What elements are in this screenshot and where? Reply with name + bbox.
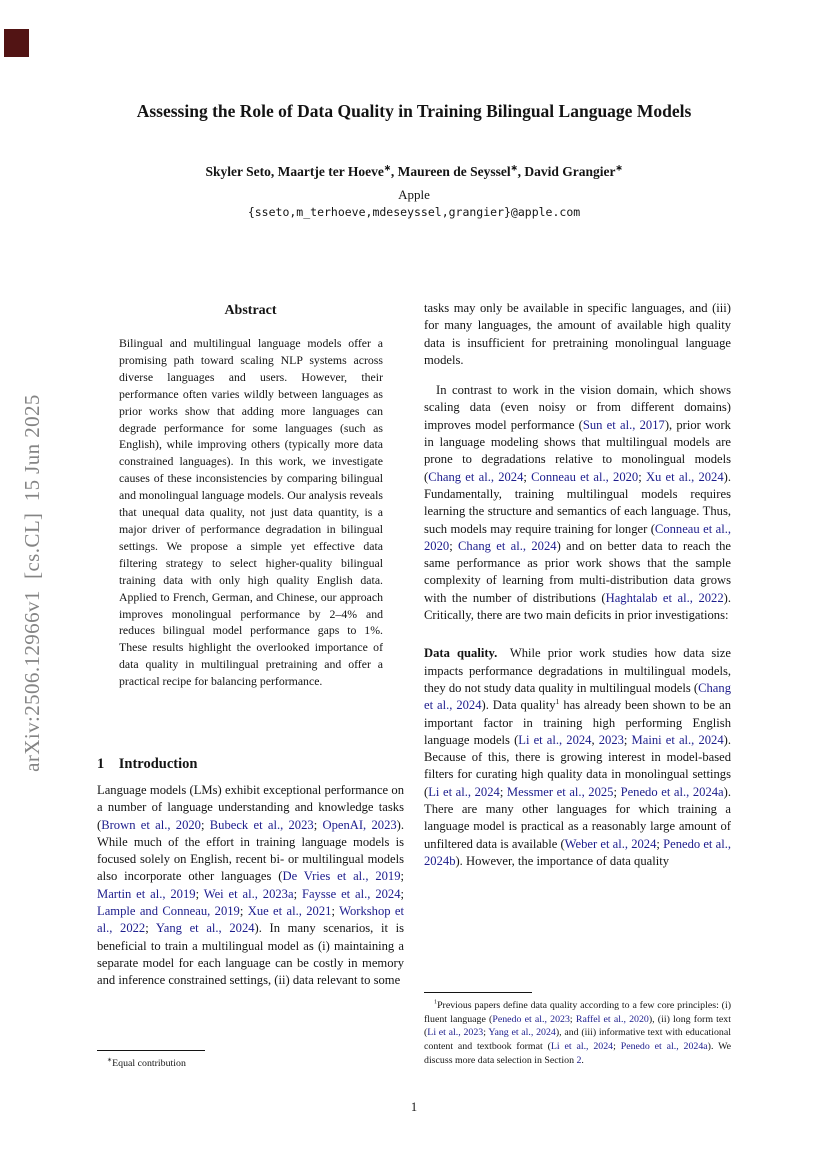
citation-link[interactable]: Lample and Conneau, 2019: [97, 904, 240, 919]
text-segment: ;: [449, 538, 459, 553]
superscript-marker: ∗: [383, 163, 391, 173]
text-segment: ). Data quality: [481, 698, 556, 713]
citation-link[interactable]: Yang et al., 2024: [488, 1027, 556, 1039]
text-segment: ). In many scenarios, it is beneficial to train a multilingual model as (i) maintaining a separate model for each language can be costly in memory and inference constrained settings, (ii) data relevant to some: [97, 921, 404, 988]
text-segment: ;: [623, 732, 632, 747]
inline-run-in-heading: Data quality.: [424, 646, 498, 661]
affiliation: Apple: [398, 187, 430, 202]
citation-link[interactable]: Faysse et al., 2024: [301, 886, 401, 901]
text-segment: , David Grangier: [517, 164, 616, 179]
superscript-marker: ∗: [615, 163, 623, 173]
citation-link[interactable]: Chang et al., 2024: [424, 680, 731, 713]
citation-link[interactable]: Li et al., 2023: [427, 1027, 484, 1039]
text-segment: ). While much of the effort in training language models is focused solely on English, recent bi- or multilingual models also incorporate other languages (: [97, 817, 405, 884]
text-segment: ;: [313, 817, 323, 832]
superscript-marker: 1: [434, 999, 438, 1006]
text-segment: ), prior work in language modeling shows that multilingual models are prone to degradations relative to monolingual models (: [424, 417, 731, 484]
citation-link[interactable]: Workshop et al., 2022: [97, 904, 405, 936]
citation-link[interactable]: Weber et al., 2024: [564, 836, 657, 851]
text-segment: ), and (iii) informative text with educational content and textbook format (: [424, 1027, 731, 1053]
citation-link[interactable]: Raffel et al., 2020: [575, 1013, 649, 1025]
citation-link[interactable]: Wei et al., 2023a: [203, 886, 294, 901]
citation-link[interactable]: Brown et al., 2020: [101, 817, 201, 832]
text-segment: In contrast to work in the vision domain, which shows scaling data (even noisy or from different domains) improves model performance (: [424, 383, 731, 432]
paper-title: Assessing the Role of Data Quality in Training Bilingual Language Models: [136, 101, 692, 121]
citation-link[interactable]: Sun et al., 2017: [582, 417, 665, 432]
superscript-marker: 1: [555, 697, 560, 707]
citation-link[interactable]: Yang et al., 2024: [155, 921, 255, 936]
citation-link[interactable]: Penedo et al., 2023: [492, 1013, 570, 1025]
corner-marker: [4, 29, 29, 57]
text-segment: .: [581, 1054, 584, 1066]
citation-link[interactable]: Li et al., 2024: [518, 732, 592, 747]
text-segment: Previous papers define data quality according to a few core principles: (i) fluent language (: [424, 1000, 731, 1025]
text-segment: ;: [145, 921, 156, 936]
text-segment: ;: [195, 886, 204, 901]
citation-link[interactable]: Messmer et al., 2025: [506, 784, 614, 799]
intro-paragraph: [97, 782, 404, 990]
abstract-heading: Abstract: [224, 303, 277, 318]
citation-link[interactable]: 2023: [598, 732, 624, 747]
citation-link[interactable]: Conneau et al., 2020: [531, 469, 639, 484]
text-segment: While prior work studies how data size impacts performance degradations in multilingual models, they do not study data quality in multilingual models (: [424, 646, 731, 695]
text-segment: ;: [293, 886, 302, 901]
footnote-rule: [424, 992, 532, 993]
citation-link[interactable]: Haghtalab et al., 2022: [605, 590, 724, 605]
citation-link[interactable]: Conneau et al., 2020: [424, 521, 731, 553]
text-segment: Equal contribution: [112, 1058, 186, 1069]
text-segment: ), (ii) long form text (: [424, 1013, 731, 1039]
page-number: 1: [410, 1100, 418, 1114]
text-segment: ;: [613, 784, 621, 799]
text-segment: ;: [200, 817, 210, 832]
citation-link[interactable]: Xu et al., 2024: [645, 469, 724, 484]
body-paragraph-vision-contrast: [424, 382, 731, 624]
text-segment: ). Because of this, there is growing interest in model-based filters for curating high quality data in monolingual settings (: [424, 732, 731, 799]
citation-link[interactable]: Li et al., 2024: [428, 784, 500, 799]
section-heading-introduction: 1 Introduction: [97, 756, 198, 772]
text-segment: ;: [638, 469, 646, 484]
footnote-block-right: [424, 992, 731, 1068]
citation-link[interactable]: 2: [576, 1054, 582, 1066]
citation-link[interactable]: Martin et al., 2019: [97, 886, 196, 901]
citation-link[interactable]: Xue et al., 2021: [247, 904, 332, 919]
author-line: [0, 164, 828, 180]
text-segment: ;: [656, 836, 664, 851]
text-segment: , Maureen de Seyssel: [390, 164, 511, 179]
superscript-marker: ∗: [510, 163, 518, 173]
citation-link[interactable]: Penedo et al., 2024b: [424, 836, 731, 868]
citation-link[interactable]: Chang et al., 2024: [458, 538, 557, 553]
citation-link[interactable]: Maini et al., 2024: [631, 732, 724, 747]
text-segment: ;: [400, 869, 405, 884]
email-line[interactable]: {sseto,m_terhoeve,mdeseyssel,grangier}@apple.com: [247, 205, 581, 219]
text-segment: has already been shown to be an important factor in training high performing English language models (: [424, 698, 731, 747]
text-segment: ). Critically, there are two main deficits in prior investigations:: [424, 590, 731, 623]
left-column: [97, 300, 404, 1110]
text-segment: ;: [400, 886, 405, 901]
footnote-block-left: [97, 1050, 404, 1071]
right-column: [424, 300, 731, 1110]
text-segment: ,: [591, 732, 599, 747]
footnote-equal-contribution: [97, 1057, 404, 1071]
text-segment: ) and on better data to reach the same performance as prior work shows that the sample complexity of learning from multi-distribution data grows with the number of distributions (: [424, 538, 731, 605]
text-segment: ;: [483, 1027, 489, 1039]
arxiv-watermark: arXiv:2506.12966v1 [cs.CL] 15 Jun 2025: [20, 394, 44, 772]
citation-link[interactable]: De Vries et al., 2019: [282, 869, 401, 884]
text-segment: Skyler Seto, Maartje ter Hoeve: [205, 164, 384, 179]
text-segment: ;: [331, 904, 340, 919]
text-segment: ). We discuss more data selection in Section: [424, 1041, 731, 1066]
text-segment: ;: [613, 1041, 621, 1053]
text-segment: ). However, the importance of data quality: [455, 853, 669, 868]
text-segment: ). Fundamentally, training multilingual models requires learning the structure and semantics of each language. Thus, such models may require training for longer (: [424, 469, 731, 536]
text-segment: ;: [499, 784, 507, 799]
body-paragraph-data-quality: [424, 645, 731, 870]
text-segment: ;: [239, 904, 248, 919]
citation-link[interactable]: Li et al., 2024: [550, 1041, 614, 1053]
abstract-text: Bilingual and multilingual language models offer a promising path toward scaling NLP systems across diverse languages and users. However, their performance often varies wildly between languages as prior works show that adding more languages can degrade performance for some languages (such as English), while improving others (typically more data constrained languages). In this work, we investigate causes of these inconsistencies by comparing bilingual and monolingual language models. Our analysis reveals that unequal data quality, not just data quantity, is a major driver of performance degradation in bilingual settings. We propose a simple yet effective data filtering strategy to select higher-quality bilingual training data with only high quality English data. Applied to French, German, and Chinese, our approach improves monolingual performance by 2–4% and reduces bilingual model performance gaps to 1%. These results highlight the overlooked importance of data quality in multilingual pretraining and offer a practical recipe for balancing performance.: [119, 336, 383, 689]
citation-link[interactable]: OpenAI, 2023: [322, 817, 397, 832]
citation-link[interactable]: Penedo et al., 2024a: [620, 1041, 708, 1053]
body-paragraph-continuation: tasks may only be available in specific languages, and (iii) for many languages, the amount of available high quality data is insufficient for pretraining monolingual language models.: [424, 301, 731, 367]
citation-link[interactable]: Penedo et al., 2024a: [620, 784, 724, 799]
text-segment: ). There are many other languages for which training a language model is practical as a reasonably large amount of unfiltered data is available (: [424, 784, 731, 851]
footnote-data-quality-definition: [424, 999, 731, 1068]
footnote-rule: [97, 1050, 205, 1051]
text-segment: ;: [523, 469, 532, 484]
text-segment: ;: [569, 1013, 576, 1025]
superscript-marker: ∗: [107, 1057, 113, 1064]
citation-link[interactable]: Bubeck et al., 2023: [209, 817, 314, 832]
text-segment: Language models (LMs) exhibit exceptional performance on a number of language understanding and knowledge tasks (: [97, 783, 404, 832]
citation-link[interactable]: Chang et al., 2024: [428, 469, 524, 484]
